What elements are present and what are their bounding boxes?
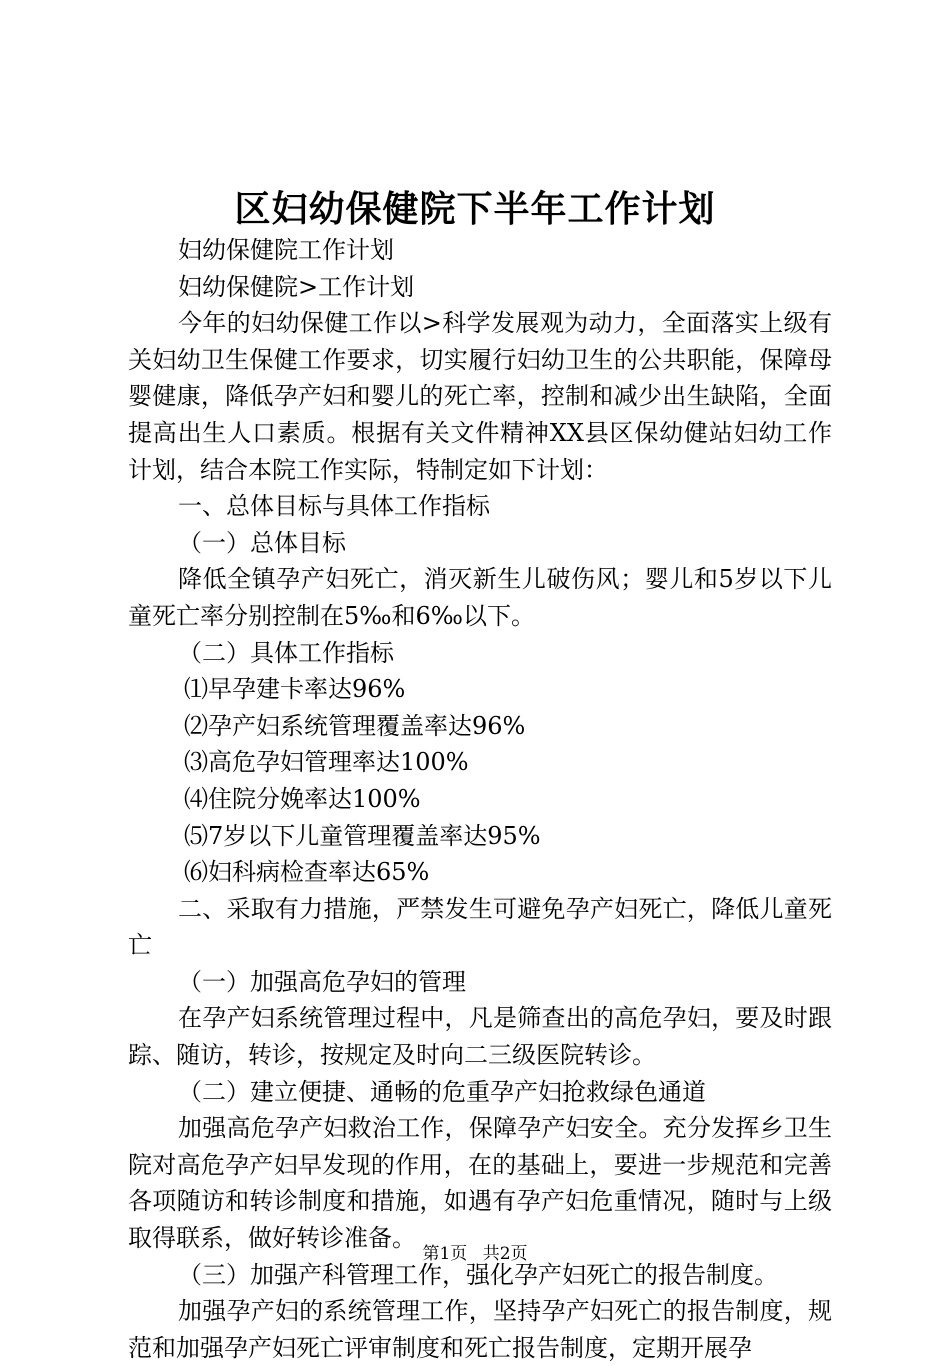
paragraph: 今年的妇幼保健工作以>科学发展观为动力，全面落实上级有关妇幼卫生保健工作要求，切实履行妇幼卫生的公共职能，保障母婴健康，降低孕产妇和婴儿的死亡率，控制和减少出生缺陷，全面提高出生人口素质。根据有关文件精神XX县区保幼健站妇幼工作计划，结合本院工作实际，特制定如下计划： [128, 309, 832, 484]
subsection-heading: （一）总体目标 [178, 528, 346, 557]
subsection-heading: （二）具体工作指标 [178, 638, 394, 667]
page-number: 第1页 [422, 1244, 468, 1264]
document-title: 区妇幼保健院下半年工作计划 [234, 188, 716, 230]
paragraph: 妇幼保健院工作计划 [178, 236, 394, 264]
list-item: ⑸7岁以下儿童管理覆盖率达95% [184, 821, 541, 850]
section-heading: 一、总体目标与具体工作指标 [178, 492, 490, 521]
subsection-heading: （一）加强高危孕妇的管理 [178, 967, 466, 996]
section-heading: 二、采取有力措施，严禁发生可避免孕产妇死亡，降低儿童死亡 [128, 894, 832, 960]
list-item: ⑴早孕建卡率达96% [184, 675, 406, 704]
page-total: 共2页 [482, 1244, 528, 1264]
page-footer [0, 1242, 950, 1266]
document-body [128, 232, 832, 1366]
list-item: ⑶高危孕妇管理率达100% [184, 748, 469, 777]
paragraph: 降低全镇孕产妇死亡，消灭新生儿破伤风；婴儿和5岁以下儿童死亡率分别控制在5‰和6‰以下。 [128, 565, 832, 630]
list-item: ⑷住院分娩率达100% [184, 784, 421, 813]
paragraph: 加强高危孕产妇救治工作，保障孕产妇安全。充分发挥乡卫生院对高危孕产妇早发现的作用，在的基础上，要进一步规范和完善各项随访和转诊制度和措施，如遇有孕产妇危重情况，随时与上级取得联系，做好转诊准备。 [128, 1114, 832, 1253]
list-item: ⑹妇科病检查率达65% [184, 858, 430, 887]
paragraph: 加强孕产妇的系统管理工作，坚持孕产妇死亡的报告制度，规范和加强孕产妇死亡评审制度和死亡报告制度，定期开展孕 [128, 1297, 832, 1362]
list-item: ⑵孕产妇系统管理覆盖率达96% [184, 711, 526, 740]
subsection-heading: （三）加强产科管理工作，强化孕产妇死亡的报告制度。 [178, 1260, 778, 1289]
paragraph: 在孕产妇系统管理过程中，凡是筛查出的高危孕妇，要及时跟踪、随访，转诊，按规定及时向二三级医院转诊。 [128, 1004, 832, 1070]
subsection-heading: （二）建立便捷、通畅的危重孕产妇抢救绿色通道 [178, 1077, 706, 1106]
paragraph: 妇幼保健院>工作计划 [178, 272, 415, 301]
